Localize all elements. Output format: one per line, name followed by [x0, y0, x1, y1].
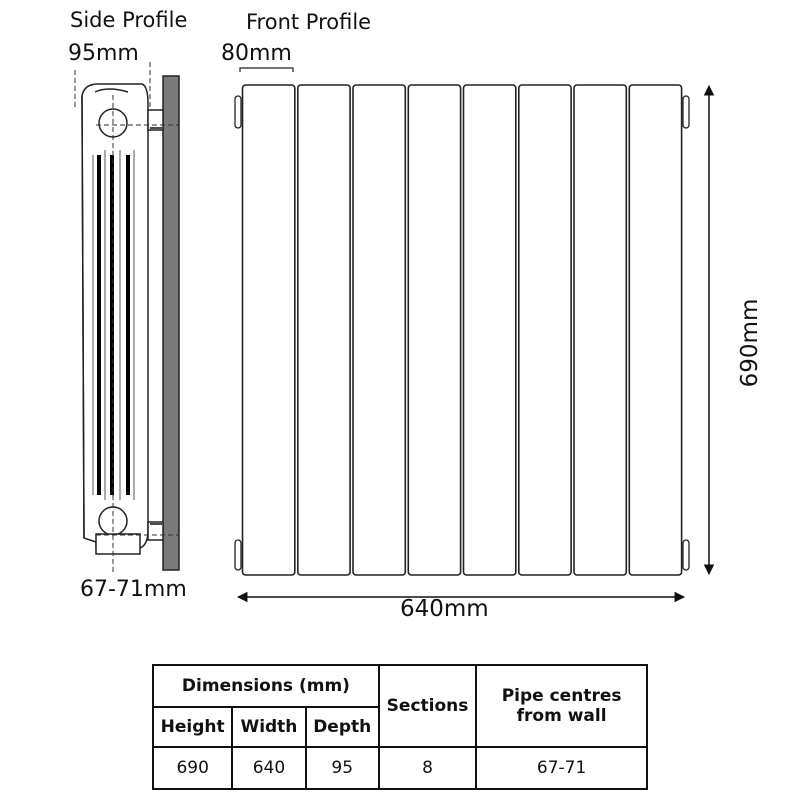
- section-width-label: 80mm: [221, 41, 292, 66]
- pipe-centres-label: 67-71mm: [80, 577, 187, 602]
- pipe-stub: [235, 540, 241, 570]
- height-dimension-label: 690mm: [737, 298, 763, 388]
- radiator-section: [298, 85, 350, 575]
- radiator-section: [629, 85, 681, 575]
- radiator-section: [519, 85, 571, 575]
- radiator-side-body: [82, 84, 148, 548]
- pipe-stub: [683, 96, 689, 128]
- top-bracket: [148, 110, 163, 130]
- width-dimension-label: 640mm: [400, 596, 489, 622]
- radiator-section: [574, 85, 626, 575]
- pipe-centres-value: 67-71: [476, 747, 647, 789]
- side-profile-drawing: [75, 62, 179, 575]
- section-width-indicator: [240, 68, 293, 72]
- sections-header: Sections: [379, 665, 476, 747]
- radiator-section: [464, 85, 516, 575]
- sections-value: 8: [379, 747, 476, 789]
- depth-header: Depth: [306, 707, 379, 747]
- radiator-section: [353, 85, 405, 575]
- pipe-centres-header: Pipe centres from wall: [476, 665, 647, 747]
- side-profile-title: Side Profile: [70, 8, 188, 32]
- depth-value: 95: [306, 747, 379, 789]
- dimensions-table: [152, 664, 648, 790]
- height-value: 690: [153, 747, 232, 789]
- height-header: Height: [153, 707, 232, 747]
- pipe-stub: [683, 540, 689, 570]
- width-header: Width: [232, 707, 305, 747]
- front-profile-title: Front Profile: [246, 10, 372, 34]
- width-value: 640: [232, 747, 305, 789]
- radiator-section: [408, 85, 460, 575]
- front-profile-drawing: [235, 85, 689, 575]
- pipe-stub: [235, 96, 241, 128]
- wall: [163, 76, 179, 570]
- dimensions-group-header: Dimensions (mm): [153, 665, 379, 707]
- depth-dimension-label: 95mm: [68, 41, 139, 66]
- radiator-section: [243, 85, 295, 575]
